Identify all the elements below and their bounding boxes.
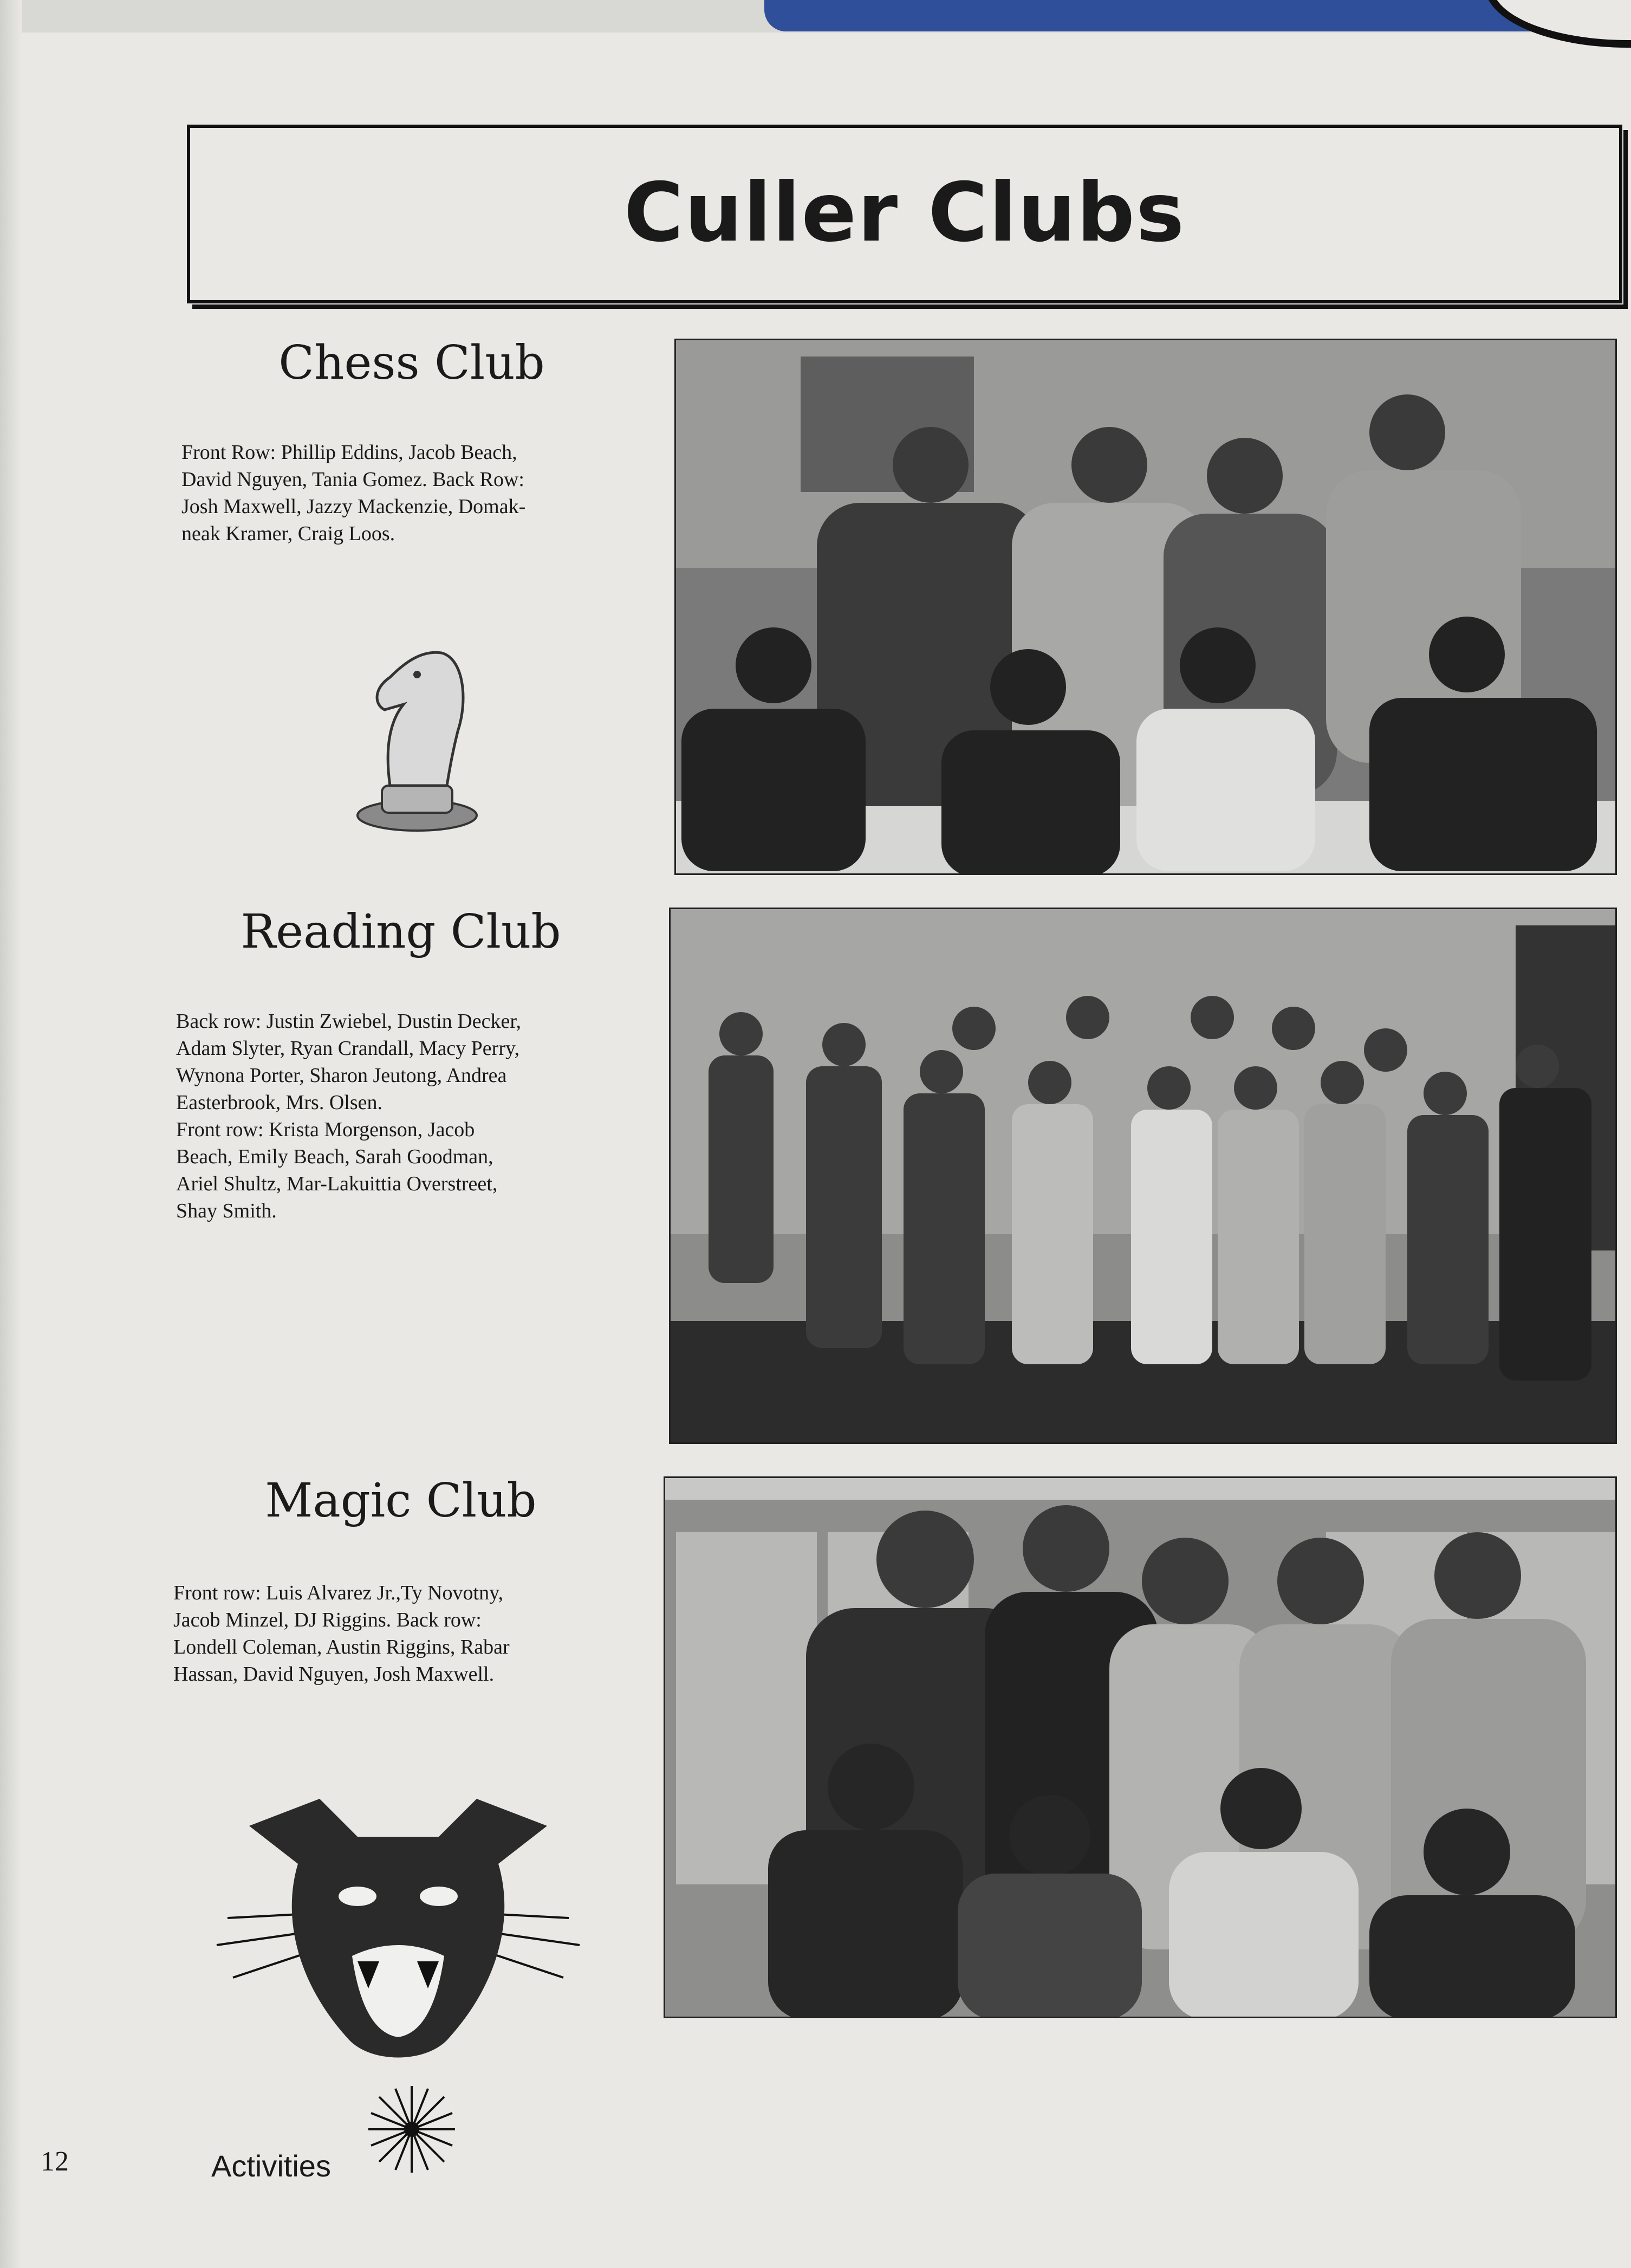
section-label: Activities [211,2149,331,2183]
panther-head-icon [195,1777,601,2083]
page-title: Culler Clubs [623,166,1186,260]
chess-club-caption: Front Row: Phillip Eddins, Jacob Beach, David Nguyen, Tania Gomez. Back Row: Josh Maxwell, Jazzy Mackenzie, Domak- neak Kramer, Craig Loos. [181,441,526,545]
chess-knight-icon [352,639,482,837]
starburst-icon [368,2086,455,2175]
chess-club-heading: Chess Club [278,336,545,390]
magic-club-caption: Front row: Luis Alvarez Jr.,Ty Novotny, Jacob Minzel, DJ Riggins. Back row: Londell Coleman, Austin Riggins, Rabar Hassan, David Nguyen, Josh Maxwell. [173,1582,510,1686]
reading-club-heading: Reading Club [241,905,561,959]
title-box [187,125,1622,303]
corner-swirl-decoration [1485,0,1631,48]
magic-club-photo [664,1476,1617,2018]
reading-club-photo [669,908,1617,1444]
reading-club-caption: Back row: Justin Zwiebel, Dustin Decker, Adam Slyter, Ryan Crandall, Macy Perry, Wynona Porter, Sharon Jeutong, Andrea Easterbrook, Mrs. Olsen. Front row: Krista Morgenson, Jacob Beach, Emily Beach, Sarah Goodman, Ariel Shultz, Mar-Lakuittia Overstreet, Shay Smith. [176,1010,521,1222]
chess-club-photo [674,339,1617,875]
page-corner-tab [764,0,1631,31]
page-binding-shadow [0,0,22,2268]
magic-club-heading: Magic Club [265,1474,537,1528]
page-number: 12 [41,2146,69,2177]
